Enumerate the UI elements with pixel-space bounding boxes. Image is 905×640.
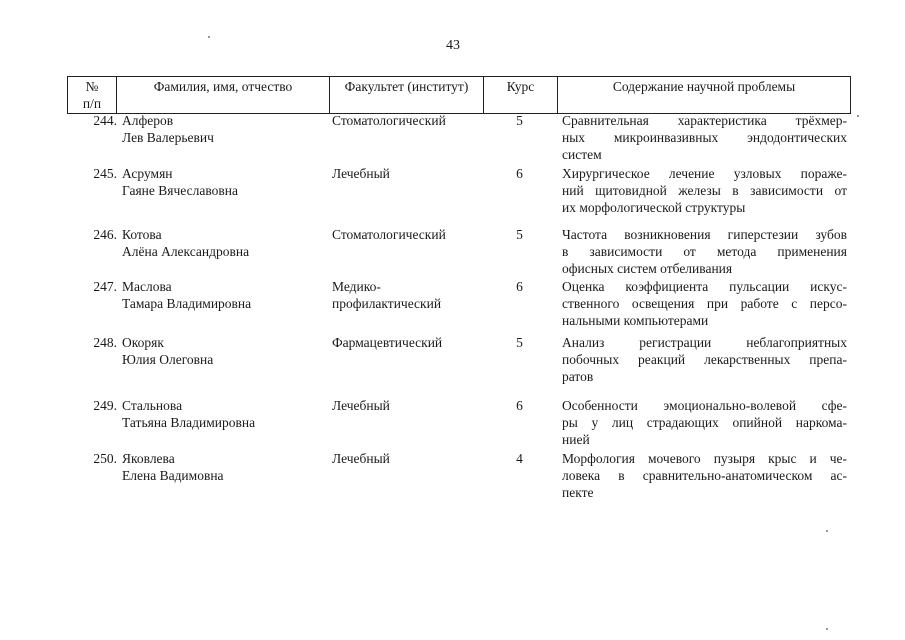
row-problem-line2: ры у лиц страдающих опийной наркома- bbox=[562, 415, 847, 430]
table-header bbox=[67, 76, 851, 114]
row-faculty bbox=[332, 397, 477, 414]
row-problem-line1: Хирургическое лечение узловых пораже- bbox=[562, 166, 847, 181]
row-faculty-line1: Лечебный bbox=[332, 166, 390, 181]
row-number: 250. bbox=[93, 451, 117, 466]
row-fullname bbox=[122, 334, 322, 368]
row-problem-line3: ратов bbox=[562, 369, 594, 384]
row-course: 5 bbox=[516, 227, 523, 242]
row-problem bbox=[562, 397, 847, 448]
row-given-name: Лев Валерьевич bbox=[122, 130, 214, 145]
row-problem-line1: Особенности эмоционально-волевой сфе- bbox=[562, 398, 847, 413]
row-fullname bbox=[122, 112, 322, 146]
row-given-name: Елена Вадимовна bbox=[122, 468, 224, 483]
row-faculty bbox=[332, 165, 477, 182]
row-faculty-line1: Фармацевтический bbox=[332, 335, 443, 350]
row-number: 248. bbox=[93, 335, 117, 350]
row-problem bbox=[562, 165, 847, 216]
row-course: 5 bbox=[516, 335, 523, 350]
row-problem-line2: в зависимости от метода применения bbox=[562, 244, 847, 259]
row-problem-line3: пекте bbox=[562, 485, 594, 500]
row-faculty-line1: Стоматологический bbox=[332, 113, 446, 128]
row-number: 249. bbox=[93, 398, 117, 413]
row-problem-line2: ственного освещения при работе с персо- bbox=[562, 296, 847, 311]
scan-speck bbox=[208, 36, 210, 38]
row-problem-line3: офисных систем отбеливания bbox=[562, 261, 733, 276]
row-given-name: Тамара Владимировна bbox=[122, 296, 252, 311]
row-given-name: Юлия Олеговна bbox=[122, 352, 214, 367]
header-name: Фамилия, имя, отчество bbox=[117, 77, 330, 114]
scan-speck bbox=[826, 530, 828, 532]
row-problem-line2: ных микроинвазивных эндодонтических bbox=[562, 130, 847, 145]
row-number: 245. bbox=[93, 166, 117, 181]
row-fullname bbox=[122, 278, 322, 312]
row-surname: Стальнова bbox=[122, 398, 183, 413]
row-surname: Маслова bbox=[122, 279, 172, 294]
row-surname: Алферов bbox=[122, 113, 174, 128]
header-number-symbol: № bbox=[85, 79, 99, 94]
row-faculty bbox=[332, 450, 477, 467]
row-number: 244. bbox=[93, 113, 117, 128]
row-problem bbox=[562, 112, 847, 163]
row-faculty-line1: Лечебный bbox=[332, 398, 390, 413]
row-problem-line2: ловека в сравнительно-анатомическом ас- bbox=[562, 468, 847, 483]
row-problem-line1: Частота возникновения гиперстезии зубов bbox=[562, 227, 847, 242]
row-fullname bbox=[122, 450, 322, 484]
row-faculty-line1: Медико- bbox=[332, 279, 381, 294]
row-faculty-line1: Стоматологический bbox=[332, 227, 446, 242]
row-faculty bbox=[332, 112, 477, 129]
row-course: 6 bbox=[516, 279, 523, 294]
page-number: 43 bbox=[446, 38, 460, 53]
row-number: 247. bbox=[93, 279, 117, 294]
header-number-abbrev: п/п bbox=[82, 96, 102, 111]
row-course: 6 bbox=[516, 398, 523, 413]
scan-speck bbox=[857, 115, 859, 117]
row-problem bbox=[562, 450, 847, 501]
row-problem bbox=[562, 334, 847, 385]
row-faculty bbox=[332, 278, 477, 312]
row-surname: Котова bbox=[122, 227, 162, 242]
row-course: 6 bbox=[516, 166, 523, 181]
row-problem-line3: систем bbox=[562, 147, 602, 162]
row-faculty-line2: профилактический bbox=[332, 296, 442, 311]
row-surname: Яковлева bbox=[122, 451, 175, 466]
row-fullname bbox=[122, 397, 322, 431]
row-problem bbox=[562, 278, 847, 329]
row-problem-line3: нией bbox=[562, 432, 590, 447]
row-faculty bbox=[332, 334, 477, 351]
row-problem-line1: Анализ регистрации неблагоприятных bbox=[562, 335, 847, 350]
row-course: 5 bbox=[516, 113, 523, 128]
row-faculty-line1: Лечебный bbox=[332, 451, 390, 466]
row-course: 4 bbox=[516, 451, 523, 466]
row-problem-line1: Сравнительная характеристика трёхмер- bbox=[562, 113, 847, 128]
row-problem-line3: нальными компьютерами bbox=[562, 313, 709, 328]
row-problem-line2: ний щитовидной железы в зависимости от bbox=[562, 183, 847, 198]
row-given-name: Гаяне Вячеславовна bbox=[122, 183, 238, 198]
row-given-name: Татьяна Владимировна bbox=[122, 415, 256, 430]
header-problem: Содержание научной проблемы bbox=[558, 77, 851, 114]
header-faculty: Факультет (институт) bbox=[330, 77, 484, 114]
scan-speck bbox=[826, 628, 828, 630]
header-number bbox=[68, 77, 117, 114]
row-fullname bbox=[122, 165, 322, 199]
row-surname: Окоряк bbox=[122, 335, 164, 350]
row-surname: Асрумян bbox=[122, 166, 173, 181]
row-problem-line1: Морфология мочевого пузыря крыс и че- bbox=[562, 451, 847, 466]
row-number: 246. bbox=[93, 227, 117, 242]
row-faculty bbox=[332, 226, 477, 243]
row-problem-line3: их морфологической структуры bbox=[562, 200, 746, 215]
row-given-name: Алёна Александровна bbox=[122, 244, 250, 259]
header-course: Курс bbox=[484, 77, 558, 114]
row-problem bbox=[562, 226, 847, 277]
row-fullname bbox=[122, 226, 322, 260]
row-problem-line1: Оценка коэффициента пульсации искус- bbox=[562, 279, 847, 294]
row-problem-line2: побочных реакций лекарственных препа- bbox=[562, 352, 847, 367]
